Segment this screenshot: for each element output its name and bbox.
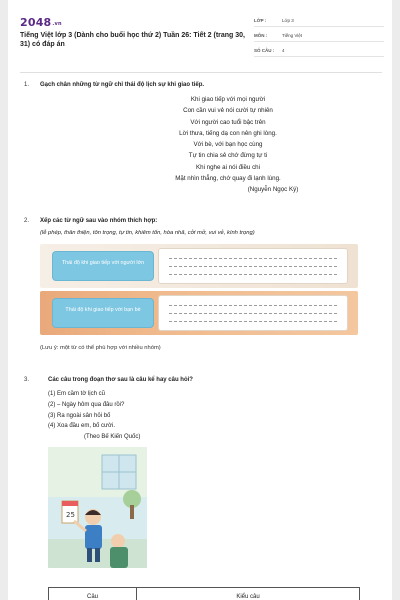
poem-line: (2) – Ngày hôm qua đâu rồi? [48,401,125,408]
question-2-note: (Lưu ý: một từ có thể phù hợp với nhiều nhóm) [40,345,161,351]
group-friends-label: Thái độ khi giao tiếp với bạn bè [52,298,154,328]
poem-line: Với bè, với bạn học cùng [193,141,263,149]
question-1-number: 1. [24,82,30,88]
poem-line: Tự tin chia sẻ chớ đừng tự ti [188,152,268,160]
poem-line: Khi giao tiếp với mọi người [190,96,266,103]
meta-subject-row [254,29,384,42]
dotted-line [169,258,337,259]
poem-line: Lời thưa, tiếng dạ con nên ghi lòng. [179,129,277,137]
question-2-title: Xếp các từ ngữ sau vào nhóm thích hợp: [40,218,158,224]
answer-table [48,587,360,600]
dotted-line [169,321,337,322]
poem-line: (3) Ra ngoài sân hỏi bố [48,412,111,419]
illustration-child-calendar [48,447,147,568]
group-friends-band [40,291,358,335]
group-adults-band [40,244,358,288]
poem-line: Mặt nhìn thẳng, chớ quay đi lạnh lùng. [175,175,281,183]
group-friends-answer-box[interactable] [158,295,348,331]
document-page [8,0,392,600]
site-logo[interactable] [20,16,62,29]
table-header-sentence: Câu [49,588,137,600]
meta-class-row [254,14,384,27]
dotted-line [169,313,337,314]
poem-line: Khi nghe ai nói điều chi [196,163,260,171]
meta-value: 4 [282,47,285,53]
meta-label: SỐ CÂU : [254,47,275,53]
meta-value: Tiếng Việt [282,32,303,38]
meta-count-row [254,44,384,57]
meta-panel [254,14,384,59]
document-title: Tiếng Việt lớp 3 (Dành cho buổi học thứ 2) Tuần 26: Tiết 2 (trang 30, 31) có đáp án [20,32,245,48]
group-adults-label: Thái độ khi giao tiếp với người lớn [52,251,154,281]
header-divider [20,72,382,73]
table-header-type: Kiểu câu [236,594,260,600]
dotted-line [169,305,337,306]
logo-domain: .vn [52,21,62,27]
svg-text:25: 25 [66,511,75,519]
illustration-svg [48,447,147,568]
poem-line: Với người cao tuổi bậc trên [190,118,266,126]
dotted-line [169,266,337,267]
dotted-line [169,274,337,275]
question-1-poem [118,94,338,196]
meta-label: MÔN : [254,32,268,38]
question-3-number: 3. [24,377,30,383]
question-1-title: Gạch chân những từ ngữ chỉ thái độ lịch sự khi giao tiếp. [40,82,205,88]
meta-value: Lớp 3 [282,17,294,23]
poem-author: (Theo Bế Kiến Quốc) [84,434,141,441]
poem-line: (1) Em cầm tờ lịch cũ [48,391,105,397]
group-adults-answer-box[interactable] [158,248,348,284]
question-3-poem [48,389,140,443]
question-3-title: Các câu trong đoạn thơ sau là câu kể hay câu hỏi? [48,377,193,383]
poem-line: Con cần vui vẻ nói cười tự nhiên [183,107,273,115]
logo-text: 2048 [20,16,52,29]
poem-author: (Nguyễn Ngọc Ký) [247,186,299,194]
meta-label: LỚP : [254,17,267,23]
question-2-number: 2. [24,218,30,224]
question-2-word-list: (lễ phép, thân thiện, tôn trọng, tự tin, khiêm tốn, hòa nhã, cởi mở, vui vẻ, kính trọng) [40,230,255,236]
poem-line: (4) Xoa đầu em, bố cười. [48,423,115,430]
